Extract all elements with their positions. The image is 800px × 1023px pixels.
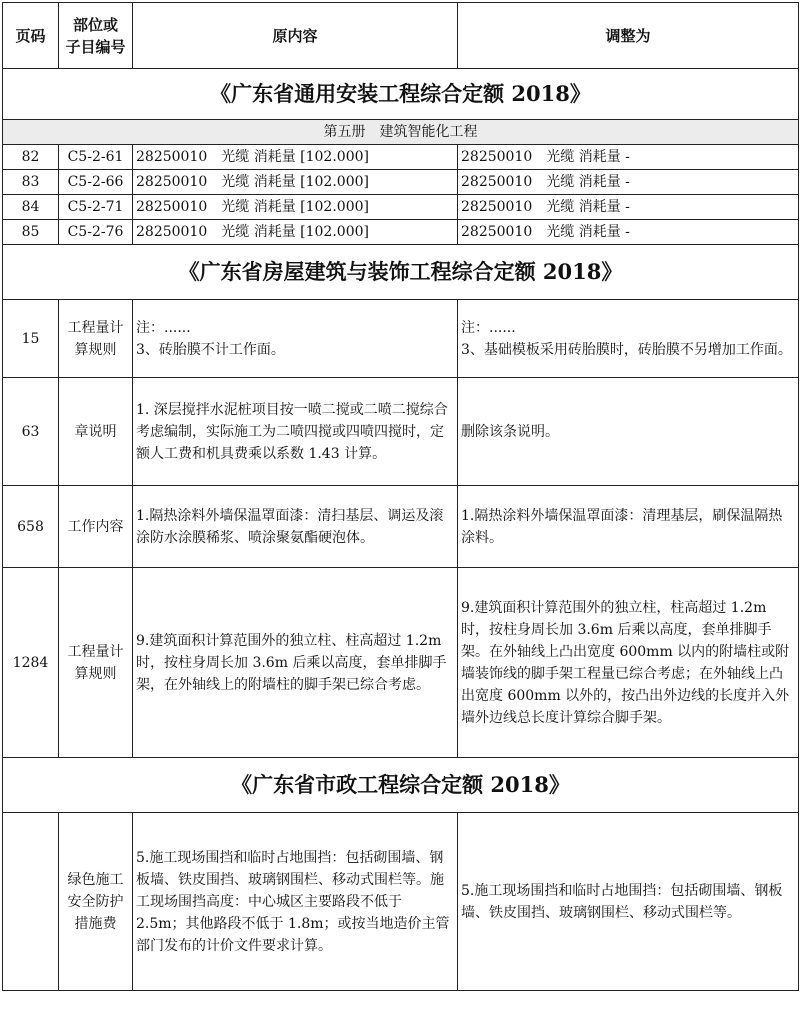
row-code: 工程量计 算规则 [59,568,133,758]
row-adjusted: 1.隔热涂料外墙保温罩面漆：清理基层，刷保温隔热涂料。 [458,486,799,568]
section-title-municipal: 《广东省市政工程综合定额 2018》 [3,758,799,813]
row-adjusted: 删除该条说明。 [458,378,799,486]
table-row [3,486,799,568]
table-row [3,378,799,486]
table-row [3,300,799,378]
row-code: C5-2-61 [59,145,133,170]
section-title-row [3,69,799,120]
row-original: 28250010 光缆 消耗量 [102.000] [133,170,458,195]
row-original: 28250010 光缆 消耗量 [102.000] [133,145,458,170]
row-code: 绿色施工 安全防护 措施费 [59,813,133,991]
row-original: 1.隔热涂料外墙保温罩面漆：清扫基层、调运及滚涂防水涂膜稀浆、喷涂聚氨酯硬泡体。 [133,486,458,568]
table-row [3,170,799,195]
row-code: 工作内容 [59,486,133,568]
row-original: 28250010 光缆 消耗量 [102.000] [133,195,458,220]
row-adjusted: 28250010 光缆 消耗量 - [458,195,799,220]
table-row [3,220,799,245]
section-title-row [3,245,799,300]
volume-row [3,120,799,145]
row-code: 章说明 [59,378,133,486]
section-title-installation: 《广东省通用安装工程综合定额 2018》 [3,69,799,120]
row-page: 658 [3,486,59,568]
row-original: 1. 深层搅拌水泥桩项目按一喷二搅或二喷二搅综合考虑编制，实际施工为二喷四搅或四喷四搅时，定额人工费和机具费乘以系数 1.43 计算。 [133,378,458,486]
adjustment-table [2,2,799,991]
row-page: 83 [3,170,59,195]
row-code: C5-2-76 [59,220,133,245]
table-row [3,195,799,220]
header-row [3,3,799,69]
header-original: 原内容 [133,3,458,69]
row-code: 工程量计 算规则 [59,300,133,378]
row-adjusted: 28250010 光缆 消耗量 - [458,170,799,195]
row-original: 注：...... 3、砖胎膜不计工作面。 [133,300,458,378]
header-part: 部位或 子目编号 [59,3,133,69]
row-page: 63 [3,378,59,486]
section-title-building: 《广东省房屋建筑与装饰工程综合定额 2018》 [3,245,799,300]
row-page: 15 [3,300,59,378]
row-adjusted: 9.建筑面积计算范围外的独立柱，柱高超过 1.2m 时，按柱身周长加 3.6m 后乘以高度，套单排脚手架。在外轴线上凸出宽度 600mm 以内的附墙柱或附墙装饰线的脚手架工程量已综合考虑；在外轴线上凸出宽度 600mm 以外的，按凸出外边线的长度并入外墙外边线总长度计算综合脚手架。 [458,568,799,758]
row-code: C5-2-66 [59,170,133,195]
row-adjusted: 28250010 光缆 消耗量 - [458,220,799,245]
row-page: 1284 [3,568,59,758]
row-page: 85 [3,220,59,245]
row-page [3,813,59,991]
row-original: 28250010 光缆 消耗量 [102.000] [133,220,458,245]
volume-title: 第五册 建筑智能化工程 [3,120,799,145]
section-title-row [3,758,799,813]
row-adjusted: 注：...... 3、基础模板采用砖胎膜时，砖胎膜不另增加工作面。 [458,300,799,378]
row-adjusted: 5.施工现场围挡和临时占地围挡：包括砌围墙、钢板墙、铁皮围挡、玻璃钢围栏、移动式围栏等。 [458,813,799,991]
row-code: C5-2-71 [59,195,133,220]
header-page: 页码 [3,3,59,69]
table-row [3,145,799,170]
row-page: 82 [3,145,59,170]
row-original: 5.施工现场围挡和临时占地围挡：包括砌围墙、钢板墙、铁皮围挡、玻璃钢围栏、移动式围栏等。施工现场围挡高度：中心城区主要路段不低于 2.5m；其他路段不低于 1.8m；或按当地造价主管部门发布的计价文件要求计算。 [133,813,458,991]
table-row [3,813,799,991]
row-page: 84 [3,195,59,220]
header-adjusted: 调整为 [458,3,799,69]
row-adjusted: 28250010 光缆 消耗量 - [458,145,799,170]
row-original: 9.建筑面积计算范围外的独立柱、柱高超过 1.2m 时，按柱身周长加 3.6m 后乘以高度，套单排脚手架，在外轴线上的附墙柱的脚手架已综合考虑。 [133,568,458,758]
table-row [3,568,799,758]
